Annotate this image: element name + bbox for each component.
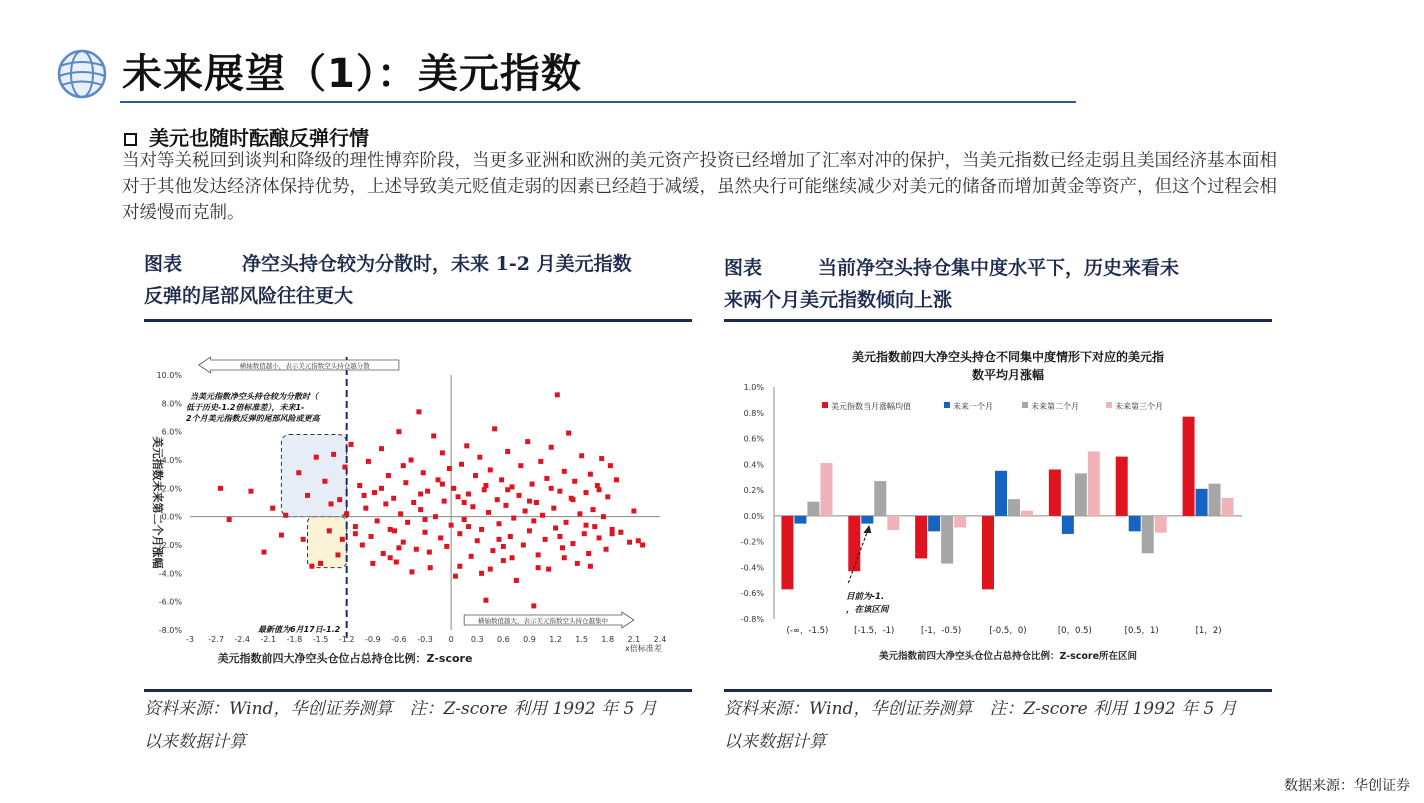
scatter-point (462, 517, 467, 522)
right-figure-title-line2: 来两个月美元指数倾向上涨 (724, 289, 953, 311)
scatter-point (421, 470, 426, 475)
scatter-point (604, 547, 609, 552)
x-tick-label: -2.1 (260, 635, 277, 644)
scatter-point (553, 526, 558, 531)
scatter-point (496, 537, 501, 542)
right-figure-label: 图表 (724, 257, 763, 279)
scatter-point (459, 462, 464, 467)
x-tick-label: 0.6 (496, 635, 510, 644)
scatter-point (451, 486, 456, 491)
scatter-point (360, 543, 365, 548)
y-tick-label: 0.2% (743, 486, 764, 496)
scatter-point (322, 479, 327, 484)
left-figure-bottom-rule (144, 689, 692, 692)
scatter-point (442, 499, 447, 504)
scatter-point (401, 463, 406, 468)
scatter-point (525, 439, 530, 444)
bar (1116, 457, 1128, 516)
bar (1209, 484, 1221, 516)
x-tick-label: 1.8 (601, 635, 615, 644)
scatter-point (409, 458, 414, 463)
section-paragraph: 当对等关税回到谈判和降级的理性博弈阶段，当更多亚洲和欧洲的美元资产投资已经增加了汇率对冲的保护，当美元指数已经走弱且美国经济基本面相对于其他发达经济体保持优势，上述导致美元贬值走弱的因素已经趋于减缓，虽然央行可能继续减少对美元的储备而增加黄金等资产，但这个过程会相对缓慢而克制。 (122, 151, 1277, 223)
y-tick-label: -0.2% (740, 537, 764, 547)
y-tick-label: 0.8% (743, 408, 764, 418)
x-tick-label: -1.2 (338, 635, 355, 644)
scatter-point (353, 524, 358, 529)
scatter-point (501, 558, 506, 563)
scatter-point (488, 467, 493, 472)
category-label: [0，0.5) (1057, 626, 1092, 636)
scatter-point (331, 452, 336, 457)
scatter-point (544, 476, 549, 481)
scatter-point (479, 571, 484, 576)
category-label: [-1.5，-1) (854, 626, 895, 636)
bar (1183, 417, 1195, 516)
y-tick-label: 2.0% (161, 484, 182, 494)
scatter-point (405, 520, 410, 525)
bar (995, 471, 1007, 516)
scatter-point (261, 550, 266, 555)
scatter-point (366, 459, 371, 464)
y-tick-label: 0.4% (743, 460, 764, 470)
right-figure-title-line1: 当前净空头持仓集中度水平下，历史来看未 (818, 257, 1180, 279)
scatter-point (436, 477, 441, 482)
bar (807, 502, 819, 516)
scatter-point (618, 530, 623, 535)
x-tick-label: -0.3 (417, 635, 433, 644)
y-tick-label: -8.0% (158, 626, 182, 635)
x-axis-label: 美元指数前四大净空头仓位占总持仓比例：Z-score (217, 652, 473, 665)
scatter-point (462, 500, 467, 505)
y-tick-label: -6.0% (158, 597, 182, 607)
y-tick-label: 1.0% (743, 383, 764, 392)
globe-logo-icon (56, 48, 108, 100)
scatter-point (362, 493, 367, 498)
scatter-point (640, 543, 645, 548)
x-tick-label: -3 (186, 635, 194, 644)
scatter-point (540, 513, 545, 518)
scatter-point (423, 517, 428, 522)
legend-swatch (1106, 402, 1112, 408)
scatter-point (342, 465, 347, 470)
lower-tail-region (308, 517, 347, 568)
x-tick-label: 2.4 (653, 635, 667, 644)
scatter-point (283, 513, 288, 518)
y-axis-label: 美元指数未来第二个月涨幅 (151, 436, 164, 569)
scatter-point (527, 499, 532, 504)
scatter-point (505, 487, 510, 492)
upper-tail-region (281, 435, 346, 517)
bar-chart (722, 345, 1278, 675)
scatter-point (372, 490, 377, 495)
scatter-point (590, 507, 595, 512)
scatter-point (510, 555, 515, 560)
category-label: [1，2) (1195, 626, 1222, 636)
left-source-line2: 以来数据计算 (144, 732, 246, 752)
scatter-point (411, 500, 416, 505)
scatter-point (592, 524, 597, 529)
scatter-point (588, 564, 593, 569)
scatter-point (514, 578, 519, 583)
scatter-point (414, 547, 419, 552)
scatter-point (392, 528, 397, 533)
bar (1142, 516, 1154, 553)
scatter-point (508, 534, 513, 539)
scatter-point (444, 544, 449, 549)
right-source-line1: 资料来源：Wind，华创证券测算 注：Z-score 利用 1992 年 5 月 (724, 699, 1237, 719)
scatter-point (431, 433, 436, 438)
scatter-point (479, 527, 484, 532)
left-figure-title-line1: 净空头持仓较为分散时，未来 1-2 月美元指数 (242, 253, 632, 275)
section-heading (124, 122, 369, 151)
scatter-point (588, 472, 593, 477)
scatter-point (499, 477, 504, 482)
category-label: [-1，-0.5) (921, 626, 962, 636)
scatter-point (610, 531, 615, 536)
scatter-point (388, 555, 393, 560)
scatter-point (449, 523, 454, 528)
bar (1021, 511, 1033, 516)
scatter-point (531, 603, 536, 608)
left-arrow-label: 横轴数值越小，表示美元指数空头持仓越分散 (239, 362, 370, 370)
legend-label: 未来一个月 (953, 402, 993, 411)
bar (781, 516, 793, 589)
scatter-point (418, 507, 423, 512)
footer-source: 数据来源：华创证券 (1284, 778, 1410, 794)
tail-risk-note: 当美元指数净空头持仓较为分散时（低于历史-1.2倍标准差），未来1-2个月美元指数反弹的尾部风险或更高 (186, 392, 320, 423)
scatter-point (501, 544, 506, 549)
scatter-point (599, 456, 604, 461)
x-tick-label: -1.5 (312, 635, 329, 644)
y-tick-label: 4.0% (161, 456, 182, 465)
scatter-point (401, 540, 406, 545)
scatter-point (391, 496, 396, 501)
scatter-point (473, 473, 478, 478)
scatter-point (483, 598, 488, 603)
left-figure-source (144, 693, 657, 759)
scatter-point (416, 409, 421, 414)
scatter-point (447, 466, 452, 471)
scatter-point (549, 445, 554, 450)
scatter-point (564, 520, 569, 525)
annotation-line2: ，在该区间 (846, 605, 889, 615)
bar (954, 516, 966, 528)
scatter-point (636, 538, 641, 543)
scatter-point (475, 538, 480, 543)
x-tick-label: 1.2 (549, 635, 562, 644)
y-tick-label: 0.0% (743, 511, 764, 521)
scatter-point (423, 530, 428, 535)
bar (794, 516, 806, 524)
category-label: [-0.5，0) (989, 626, 1027, 636)
scatter-point (570, 497, 575, 502)
scatter-point (305, 493, 310, 498)
scatter-point (403, 480, 408, 485)
scatter-point (627, 540, 632, 545)
scatter-point (536, 552, 541, 557)
scatter-point (453, 574, 458, 579)
scatter-point (270, 506, 275, 511)
bar (915, 516, 927, 559)
scatter-point (572, 479, 577, 484)
scatter-point (543, 537, 548, 542)
scatter-point (584, 490, 589, 495)
annotation-line1: 目前为-1. (846, 592, 885, 602)
legend-label: 未来第三个月 (1115, 402, 1163, 411)
scatter-point (409, 569, 414, 574)
scatter-point (314, 455, 319, 460)
scatter-point (383, 501, 388, 506)
scatter-point (357, 483, 362, 488)
y-tick-label: 6.0% (161, 427, 182, 437)
scatter-point (296, 470, 301, 475)
scatter-point (527, 528, 532, 533)
x-tick-label: -0.6 (391, 635, 407, 644)
checkbox-bullet-icon (124, 133, 137, 146)
annotation-arrow-head (863, 525, 871, 533)
scatter-point (518, 463, 523, 468)
scatter-point (379, 446, 384, 451)
scatter-point (227, 517, 232, 522)
scatter-point (440, 482, 445, 487)
scatter-point (218, 486, 223, 491)
title-divider (120, 101, 1076, 103)
scatter-point (577, 511, 582, 516)
scatter-point (510, 484, 515, 489)
right-figure-top-rule (724, 319, 1272, 322)
scatter-point (492, 426, 497, 431)
x-tick-label: 1.5 (575, 635, 589, 644)
scatter-point (440, 450, 445, 455)
scatter-point (530, 482, 535, 487)
scatter-point (466, 524, 471, 529)
scatter-point (486, 510, 491, 515)
left-figure-title (144, 248, 632, 312)
scatter-point (279, 533, 284, 538)
scatter-point (337, 497, 342, 502)
x-tick-label: -1.8 (286, 635, 303, 644)
bar (848, 516, 860, 571)
bar (982, 516, 994, 589)
latest-value-note: 最新值为6月17日-1.2 (258, 625, 341, 634)
scatter-point (433, 514, 438, 519)
legend-swatch (1022, 402, 1028, 408)
page-title: 未来展望（1）：美元指数 (122, 51, 582, 97)
scatter-point (562, 555, 567, 560)
scatter-point (505, 449, 510, 454)
right-figure-title (724, 252, 1179, 316)
scatter-point (534, 500, 539, 505)
scatter-point (470, 504, 475, 509)
scatter-point (483, 483, 488, 488)
scatter-point (363, 506, 368, 511)
y-tick-label: -4.0% (158, 569, 182, 579)
scatter-point (608, 463, 613, 468)
y-tick-label: -2.0% (158, 541, 182, 550)
left-figure-top-rule (144, 319, 692, 322)
scatter-point (549, 486, 554, 491)
scatter-point (511, 516, 516, 521)
y-tick-label: 8.0% (161, 399, 182, 409)
x-tick-label: 2.1 (627, 635, 641, 644)
section-heading-text: 美元也随时酝酿反弹行情 (149, 126, 369, 150)
scatter-point (344, 511, 349, 516)
scatter-point (349, 442, 354, 447)
scatter-point (605, 494, 610, 499)
scatter-point (477, 455, 482, 460)
left-source-line1: 资料来源：Wind，华创证券测算 注：Z-score 利用 1992 年 5 月 (144, 699, 657, 719)
scatter-point (248, 489, 253, 494)
scatter-point (597, 535, 602, 540)
x-tick-label: -2.7 (208, 635, 224, 644)
left-figure-label: 图表 (144, 253, 183, 275)
scatter-point (570, 541, 575, 546)
left-figure-title-line2: 反弹的尾部风险往往更大 (144, 285, 354, 307)
y-tick-label: 10.0% (156, 371, 182, 380)
scatter-point (396, 429, 401, 434)
legend-swatch (822, 402, 828, 408)
scatter-point (428, 565, 433, 570)
scatter-point (597, 487, 602, 492)
scatter-point (464, 443, 469, 448)
scatter-point (503, 503, 508, 508)
scatter-point (340, 537, 345, 542)
scatter-point (575, 561, 580, 566)
scatter-point (309, 564, 314, 569)
legend-swatch (944, 402, 950, 408)
scatter-point (425, 489, 430, 494)
scatter-point (557, 534, 562, 539)
x-tick-label: 0 (448, 635, 454, 644)
bar (1196, 489, 1208, 516)
scatter-point (469, 554, 474, 559)
bar (1155, 516, 1167, 533)
bar (1062, 516, 1074, 534)
scatter-point (301, 537, 306, 542)
scatter-point (586, 551, 591, 556)
bar (1008, 499, 1020, 516)
scatter-point (388, 527, 393, 532)
bar (1049, 469, 1061, 515)
scatter-point (584, 523, 589, 528)
scatter-point (495, 497, 500, 502)
scatter-point (538, 459, 543, 464)
scatter-point (386, 473, 391, 478)
scatter-point (566, 431, 571, 436)
x-tick-label: 0.9 (523, 635, 536, 644)
x-axis-unit: x倍标准差 (625, 644, 662, 653)
x-tick-label: -2.4 (234, 635, 251, 644)
scatter-point (457, 564, 462, 569)
scatter-point (631, 509, 636, 514)
scatter-point (418, 492, 423, 497)
scatter-point (601, 514, 606, 519)
scatter-point (490, 548, 495, 553)
scatter-point (438, 535, 443, 540)
y-tick-label: -0.8% (740, 615, 764, 624)
x-axis-label: 美元指数前四大净空头仓位占总持仓比例：Z-score所在区间 (878, 651, 1138, 662)
scatter-point (327, 528, 332, 533)
scatter-chart (140, 345, 680, 675)
y-tick-label: 0.0% (161, 512, 182, 522)
scatter-point (555, 392, 560, 397)
bar (820, 463, 832, 516)
scatter-point (466, 492, 471, 497)
scatter-point (398, 511, 403, 516)
right-figure-bottom-rule (724, 689, 1272, 692)
bar (874, 481, 886, 516)
scatter-point (369, 534, 374, 539)
scatter-point (560, 545, 565, 550)
scatter-point (318, 561, 323, 566)
scatter-point (335, 552, 340, 557)
legend-label: 未来第二个月 (1031, 402, 1079, 411)
scatter-point (562, 469, 567, 474)
x-tick-label: 0.3 (470, 635, 484, 644)
y-tick-label: -0.6% (740, 589, 764, 599)
bar-chart-title-line1: 美元指数前四大净空头持仓不同集中度情形下对应的美元指 (851, 350, 1165, 364)
bar-chart-title-line2: 数平均月涨幅 (971, 368, 1045, 382)
legend-label: 美元指数当月涨幅均值 (831, 402, 911, 411)
bar (1222, 498, 1234, 516)
right-arrow-label: 横轴数值越大，表示美元指数空头持仓越集中 (478, 617, 609, 625)
scatter-point (496, 521, 501, 526)
category-label: [0.5，1) (1124, 626, 1159, 636)
right-source-line2: 以来数据计算 (724, 732, 826, 752)
scatter-point (551, 506, 556, 511)
bar (1088, 451, 1100, 515)
scatter-point (521, 543, 526, 548)
scatter-point (370, 561, 375, 566)
scatter-point (456, 494, 461, 499)
x-tick-label: -0.9 (364, 635, 381, 644)
bar (1129, 516, 1141, 531)
scatter-point (457, 531, 462, 536)
scatter-point (517, 493, 522, 498)
scatter-point (381, 551, 386, 556)
scatter-point (582, 531, 587, 536)
scatter-point (353, 531, 358, 536)
bar (887, 516, 899, 530)
y-tick-label: -0.4% (740, 563, 764, 573)
scatter-point (523, 509, 528, 514)
scatter-point (394, 560, 399, 565)
y-tick-label: 0.6% (743, 434, 764, 444)
scatter-point (329, 501, 334, 506)
bar (941, 516, 953, 564)
bar (1075, 473, 1087, 516)
scatter-point (531, 518, 536, 523)
scatter-point (614, 477, 619, 482)
scatter-point (488, 567, 493, 572)
scatter-point (546, 567, 551, 572)
bar (861, 516, 873, 524)
scatter-point (375, 518, 380, 523)
scatter-point (396, 545, 401, 550)
scatter-point (579, 453, 584, 458)
bar (928, 516, 940, 531)
scatter-point (536, 565, 541, 570)
scatter-point (557, 489, 562, 494)
category-label: (-∞，-1.5) (786, 626, 829, 636)
scatter-point (379, 486, 384, 491)
right-figure-source (724, 693, 1237, 759)
scatter-point (427, 550, 432, 555)
